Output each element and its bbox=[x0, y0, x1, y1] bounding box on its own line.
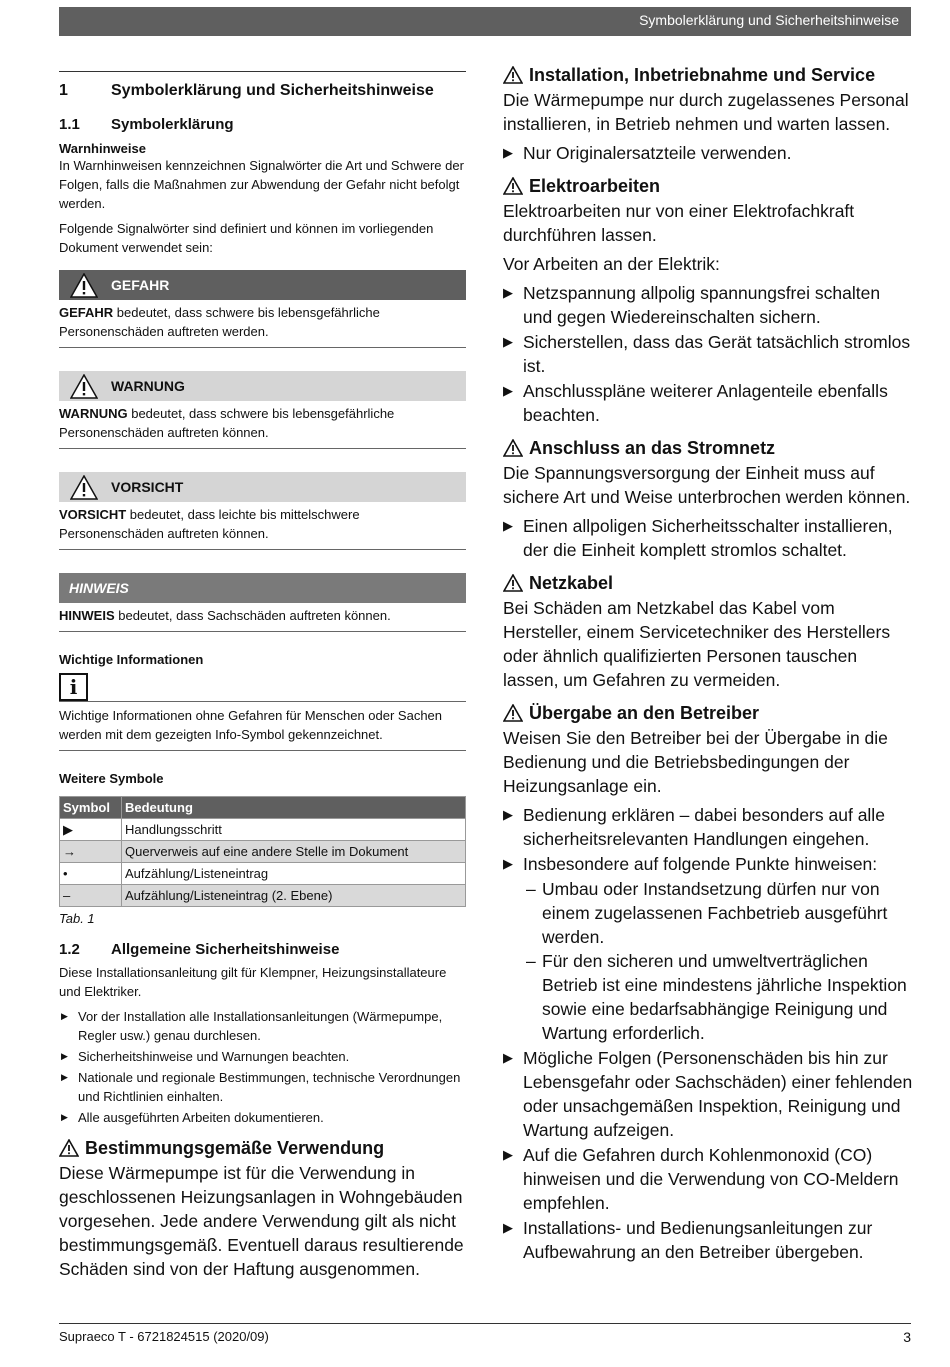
netzkabel-block bbox=[503, 570, 913, 692]
hinweis-box bbox=[59, 573, 466, 632]
warning-triangle-icon bbox=[503, 574, 523, 592]
meaning-cell: Querverweis auf eine andere Stelle im Dokument bbox=[122, 841, 466, 863]
section-1-1-heading bbox=[59, 116, 466, 141]
elektro-text-2: Vor Arbeiten an der Elektrik: bbox=[503, 254, 720, 274]
warnung-label: WARNUNG bbox=[111, 378, 185, 394]
warning-triangle-icon bbox=[69, 475, 99, 500]
warning-triangle-icon bbox=[503, 439, 523, 457]
uebergabe-title: Übergabe an den Betreiber bbox=[529, 702, 760, 723]
info-icon-row bbox=[59, 673, 466, 702]
hinweis-text bbox=[59, 603, 466, 631]
warnhinweise-paragraph-2: Folgende Signalwörter sind definiert und können im vorliegenden Dokument verwendet sein: bbox=[59, 221, 434, 255]
info-box bbox=[59, 673, 466, 751]
list-item: ▶ Sicherheitshinweise und Warnungen beachten. bbox=[59, 1047, 466, 1066]
section-1-2-number: 1.2 bbox=[59, 941, 80, 958]
warnung-text bbox=[59, 401, 466, 448]
warnung-box bbox=[59, 371, 466, 449]
elektro-title: Elektroarbeiten bbox=[529, 175, 661, 196]
column-header-meaning: Bedeutung bbox=[122, 797, 466, 819]
stromnetz-list bbox=[503, 514, 913, 562]
table-row bbox=[60, 885, 466, 907]
warning-triangle-icon bbox=[503, 66, 523, 84]
netzkabel-title: Netzkabel bbox=[529, 572, 614, 593]
list-item: ▶ Auf die Gefahren durch Kohlenmonoxid (CO) hinweisen und die Verwendung von CO-Meldern empfehlen. bbox=[503, 1143, 913, 1215]
list-item-text: Insbesondere auf folgende Punkte hinweisen: bbox=[523, 854, 878, 874]
vorsicht-word: VORSICHT bbox=[59, 507, 127, 522]
info-heading: Wichtige Informationen bbox=[59, 652, 204, 667]
weitere-symbole-heading: Weitere Symbole bbox=[59, 771, 164, 786]
elektro-heading bbox=[503, 173, 913, 199]
warning-triangle-icon bbox=[69, 273, 99, 298]
info-text: Wichtige Informationen ohne Gefahren für Menschen oder Sachen werden mit dem gezeigten Info-Symbol gekennzeichnet. bbox=[59, 708, 443, 742]
table-row bbox=[60, 863, 466, 885]
stromnetz-heading bbox=[503, 435, 913, 461]
table-header-row bbox=[60, 797, 466, 819]
elektro-text: Elektroarbeiten nur von einer Elektrofachkraft durchführen lassen. bbox=[503, 201, 855, 245]
section-1-1-title: Symbolerklärung bbox=[111, 116, 234, 133]
symbol-cell: ▶ bbox=[60, 819, 122, 841]
section-1-heading bbox=[59, 71, 466, 111]
table-row bbox=[60, 819, 466, 841]
verwendung-heading bbox=[59, 1135, 466, 1161]
uebergabe-block bbox=[503, 700, 913, 1264]
list-item: ▶ Sicherstellen, dass das Gerät tatsächlich stromlos ist. bbox=[503, 330, 913, 378]
symbol-cell: • bbox=[60, 863, 122, 885]
page-footer bbox=[59, 1323, 911, 1345]
netzkabel-heading bbox=[503, 570, 913, 596]
warnung-description: bedeutet, dass schwere bis lebensgefährliche Personenschäden auftreten können. bbox=[59, 406, 395, 440]
installation-list bbox=[503, 141, 913, 165]
warnhinweise-heading: Warnhinweise bbox=[59, 141, 146, 156]
general-safety-list bbox=[59, 1007, 466, 1127]
list-item: ▶ Einen allpoligen Sicherheitsschalter installieren, der die Einheit komplett stromlos schaltet. bbox=[503, 514, 913, 562]
list-item: ▶ Installations- und Bedienungsanleitungen zur Aufbewahrung an den Betreiber übergeben. bbox=[503, 1216, 913, 1264]
stromnetz-block bbox=[503, 435, 913, 562]
list-item: ▶ Nur Originalersatzteile verwenden. bbox=[503, 141, 913, 165]
uebergabe-text: Weisen Sie den Betreiber bei der Übergabe in die Bedienung und die Betriebsbedingungen der Heizungsanlage ein. bbox=[503, 728, 888, 796]
warning-triangle-icon bbox=[503, 177, 523, 195]
warning-triangle-icon bbox=[69, 374, 99, 399]
list-item: ▶ Nationale und regionale Bestimmungen, technische Verordnungen und Richtlinien einhalten. bbox=[59, 1068, 466, 1106]
warnung-bar bbox=[59, 371, 466, 401]
gefahr-description: bedeutet, dass schwere bis lebensgefährliche Personenschäden auftreten werden. bbox=[59, 305, 380, 339]
symbols-table bbox=[59, 796, 466, 907]
left-column bbox=[59, 71, 466, 1281]
symbol-cell: – bbox=[60, 885, 122, 907]
list-item: ▶ Mögliche Folgen (Personenschäden bis hin zur Lebensgefahr oder Sachschäden) einer fehlenden oder unsachgemäßen Inspektion, Reinigung und Wartung aufzeigen. bbox=[503, 1046, 913, 1142]
meaning-cell: Aufzählung/Listeneintrag (2. Ebene) bbox=[122, 885, 466, 907]
list-item: ▶ Anschlusspläne weiterer Anlagenteile ebenfalls beachten. bbox=[503, 379, 913, 427]
vorsicht-text bbox=[59, 502, 466, 549]
installation-block bbox=[503, 62, 913, 165]
list-item: ▶ Vor der Installation alle Installationsanleitungen (Wärmepumpe, Regler usw.) genau durchlesen. bbox=[59, 1007, 466, 1045]
symbol-cell: → bbox=[60, 841, 122, 863]
meaning-cell: Handlungsschritt bbox=[122, 819, 466, 841]
page-header-bar bbox=[59, 7, 911, 36]
section-1-2-intro: Diese Installationsanleitung gilt für Klempner, Heizungsinstallateure und Elektriker. bbox=[59, 965, 447, 999]
section-1-2-heading bbox=[59, 941, 466, 963]
gefahr-bar bbox=[59, 270, 466, 300]
section-1-title: Symbolerklärung und Sicherheitshinweise bbox=[111, 82, 434, 99]
section-1-number: 1 bbox=[59, 82, 68, 99]
hinweis-description: bedeutet, dass Sachschäden auftreten können. bbox=[114, 608, 391, 623]
vorsicht-bar bbox=[59, 472, 466, 502]
table-row bbox=[60, 841, 466, 863]
header-title: Symbolerklärung und Sicherheitshinweise bbox=[639, 12, 899, 28]
table-caption: Tab. 1 bbox=[59, 911, 95, 926]
verwendung-title: Bestimmungsgemäße Verwendung bbox=[85, 1137, 385, 1158]
hinweis-bar bbox=[59, 573, 466, 603]
elektro-list bbox=[503, 281, 913, 427]
sub-list-item: – Umbau oder Instandsetzung dürfen nur von einem zugelassenen Fachbetrieb ausgeführt werden. bbox=[523, 877, 913, 949]
sub-list-item: – Für den sicheren und umweltverträglichen Betrieb ist eine mindestens jährliche Inspektion sowie eine bedarfsabhängige Reinigung und Wartung erforderlich. bbox=[523, 949, 913, 1045]
uebergabe-sublist bbox=[523, 877, 913, 1045]
footer-document-id: Supraeco T - 6721824515 (2020/09) bbox=[59, 1329, 269, 1344]
gefahr-word: GEFAHR bbox=[59, 305, 114, 320]
list-item bbox=[503, 852, 913, 1045]
stromnetz-text: Die Spannungsversorgung der Einheit muss auf sichere Art und Weise unterbrochen werden können. bbox=[503, 463, 911, 507]
meaning-cell: Aufzählung/Listeneintrag bbox=[122, 863, 466, 885]
vorsicht-description: bedeutet, dass leichte bis mittelschwere Personenschäden auftreten können. bbox=[59, 507, 360, 541]
page-number: 3 bbox=[903, 1329, 911, 1345]
hinweis-word: HINWEIS bbox=[59, 608, 115, 623]
info-icon: i bbox=[59, 673, 88, 701]
hinweis-label: HINWEIS bbox=[69, 580, 129, 596]
vorsicht-box bbox=[59, 472, 466, 550]
column-header-symbol: Symbol bbox=[60, 797, 122, 819]
section-1-1-number: 1.1 bbox=[59, 116, 80, 133]
stromnetz-title: Anschluss an das Stromnetz bbox=[529, 437, 776, 458]
gefahr-text bbox=[59, 300, 466, 347]
gefahr-label: GEFAHR bbox=[111, 277, 170, 293]
installation-text: Die Wärmepumpe nur durch zugelassenes Personal installieren, in Betrieb nehmen und warten lassen. bbox=[503, 90, 909, 134]
list-item: ▶ Netzspannung allpolig spannungsfrei schalten und gegen Wiedereinschalten sichern. bbox=[503, 281, 913, 329]
vorsicht-label: VORSICHT bbox=[111, 479, 184, 495]
netzkabel-text: Bei Schäden am Netzkabel das Kabel vom Hersteller, einem Servicetechniker des Herstellers oder ähnlich qualifizierten Personen tauschen lassen, um Gefahren zu vermeiden. bbox=[503, 598, 891, 690]
uebergabe-list bbox=[503, 803, 913, 1264]
verwendung-text: Diese Wärmepumpe ist für die Verwendung in geschlossenen Heizungsanlagen in Wohngebäuden vorgesehen. Jede andere Verwendung gilt als nicht bestimmungsgemäß. Eventuell daraus resultierende Schäden sind von der Haftung ausgenommen. bbox=[59, 1163, 464, 1279]
section-1-2-title: Allgemeine Sicherheitshinweise bbox=[111, 941, 340, 958]
list-item: ▶ Alle ausgeführten Arbeiten dokumentieren. bbox=[59, 1108, 466, 1127]
elektro-block bbox=[503, 173, 913, 427]
installation-title: Installation, Inbetriebnahme und Service bbox=[529, 64, 876, 85]
installation-heading bbox=[503, 62, 913, 88]
list-item: ▶ Bedienung erklären – dabei besonders auf alle sicherheitsrelevanten Handlungen eingehen. bbox=[503, 803, 913, 851]
uebergabe-heading bbox=[503, 700, 913, 726]
warning-triangle-icon bbox=[59, 1139, 79, 1157]
right-column bbox=[503, 62, 913, 1272]
warning-triangle-icon bbox=[503, 704, 523, 722]
warnhinweise-paragraph-1: In Warnhinweisen kennzeichnen Signalwörter die Art und Schwere der Folgen, falls die Maßnahmen zur Abwendung der Gefahr nicht befolgt werden. bbox=[59, 158, 464, 211]
warnung-word: WARNUNG bbox=[59, 406, 128, 421]
gefahr-box bbox=[59, 270, 466, 348]
